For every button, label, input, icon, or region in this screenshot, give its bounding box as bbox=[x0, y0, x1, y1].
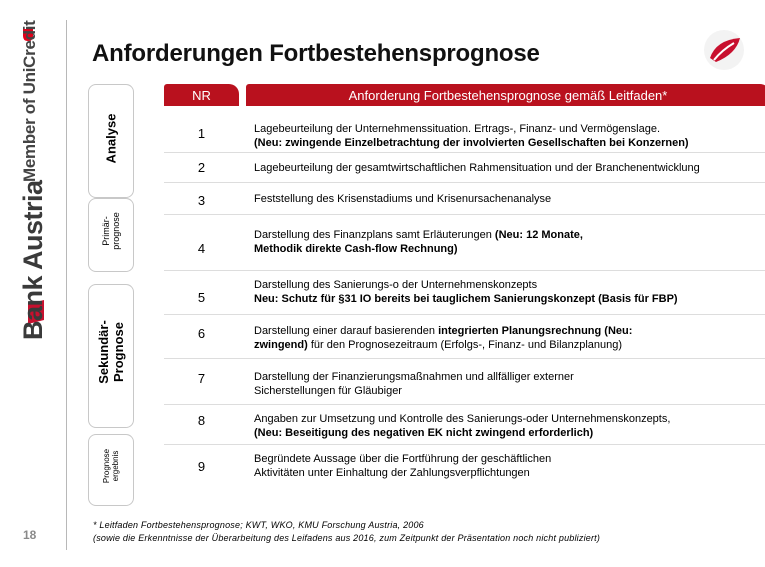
requirement-text: Darstellung der Finanzierungsmaßnahmen und allfälliger externer bbox=[254, 371, 574, 383]
bank-austria-brand-text: Bank Austria bbox=[18, 180, 48, 340]
row-number: 9 bbox=[197, 459, 206, 474]
category-analyse bbox=[88, 84, 134, 198]
requirement-highlight: zwingend) bbox=[254, 339, 308, 351]
requirement-highlight: (Neu: zwingende Einzelbetrachtung der involvierten Gesellschaften bei Konzernen) bbox=[254, 137, 689, 149]
requirement-highlight: Neu: Schutz für §31 IO bereits bei tauglichem Sanierungskonzept (Basis für FBP) bbox=[254, 293, 678, 305]
requirement-text: Angaben zur Umsetzung und Kontrolle des Sanierungs-oder Unternehmenskonzepts, bbox=[254, 413, 671, 425]
requirement-highlight: (Neu: Beseitigung des negativen EK nicht zwingend erforderlich) bbox=[254, 427, 594, 439]
row-requirement bbox=[254, 161, 765, 175]
row-requirement bbox=[254, 228, 765, 256]
row-number: 2 bbox=[197, 160, 206, 175]
row-requirement bbox=[254, 324, 765, 352]
footnote-note: (sowie die Erkenntnisse der Überarbeitung des Leifadens aus 2016, zum Zeitpunkt der Präsentation noch nicht publiziert) bbox=[93, 533, 601, 543]
category-prognoseergebnis bbox=[88, 434, 134, 506]
row-requirement bbox=[254, 278, 765, 306]
footnote bbox=[93, 519, 600, 545]
row-requirement bbox=[254, 122, 765, 150]
row-number: 4 bbox=[197, 241, 206, 256]
row-requirement bbox=[254, 370, 765, 398]
requirement-text: Darstellung des Finanzplans samt Erläuterungen bbox=[254, 229, 495, 241]
category-label: Analyse bbox=[103, 113, 119, 164]
requirement-highlight: Methodik direkte Cash-flow Rechnung) bbox=[254, 243, 458, 255]
brand-sidebar bbox=[0, 0, 70, 567]
row-divider bbox=[164, 314, 765, 315]
row-number: 7 bbox=[197, 371, 206, 386]
row-requirement bbox=[254, 452, 765, 480]
sidebar-divider bbox=[66, 20, 67, 550]
requirement-text: Aktivitäten unter Einhaltung der Zahlungsverpflichtungen bbox=[254, 467, 530, 479]
row-divider bbox=[164, 404, 765, 405]
row-number: 6 bbox=[197, 326, 206, 341]
requirement-text: Feststellung des Krisenstadiums und Krisenursachenanalyse bbox=[254, 193, 552, 205]
row-number: 5 bbox=[197, 290, 206, 305]
footnote-source: * Leitfaden Fortbestehensprognose; KWT, WKO, KMU Forschung Austria, 2006 bbox=[93, 520, 424, 530]
category-label: Primär- prognose bbox=[101, 212, 121, 250]
row-divider bbox=[164, 214, 765, 215]
row-divider bbox=[164, 182, 765, 183]
row-number: 8 bbox=[197, 413, 206, 428]
row-number: 1 bbox=[197, 126, 206, 141]
requirement-text: Darstellung des Sanierungs-o der Unternehmenskonzepts bbox=[254, 279, 538, 291]
category-sekundaerprognose bbox=[88, 284, 134, 428]
category-label: Sekundär- Prognose bbox=[96, 320, 126, 384]
requirement-highlight: (Neu: 12 Monate, bbox=[494, 229, 583, 241]
row-divider bbox=[164, 270, 765, 271]
requirement-text: Darstellung einer darauf basierenden bbox=[254, 325, 439, 337]
requirement-text: Sicherstellungen für Gläubiger bbox=[254, 385, 402, 397]
row-divider bbox=[164, 152, 765, 153]
requirement-highlight: integrierten Planungsrechnung (Neu: bbox=[438, 325, 633, 337]
row-number: 3 bbox=[197, 193, 206, 208]
row-divider bbox=[164, 444, 765, 445]
unicredit-brand-text: Member of UniCredit bbox=[20, 20, 39, 182]
category-label: Prognose ergebnis bbox=[102, 448, 120, 484]
requirement-text: Lagebeurteilung der gesamtwirtschaftlichen Rahmensituation und der Branchenentwicklung bbox=[254, 162, 700, 174]
requirement-text: für den Prognosezeitraum (Erfolgs-, Finanz- und Bilanzplanung) bbox=[307, 339, 623, 351]
requirement-text: Lagebeurteilung der Unternehmenssituation. Ertrags-, Finanz- und Vermögenslage. bbox=[254, 123, 661, 135]
page-title: Anforderungen Fortbestehensprognose bbox=[92, 40, 540, 67]
column-header-nr: NR bbox=[164, 84, 239, 106]
unicredit-leaf-logo-icon bbox=[702, 28, 746, 72]
column-header-requirement: Anforderung Fortbestehensprognose gemäß Leitfaden* bbox=[246, 84, 765, 106]
page-number: 18 bbox=[23, 528, 37, 542]
row-requirement bbox=[254, 412, 765, 440]
category-primaerprognose bbox=[88, 198, 134, 272]
row-divider bbox=[164, 358, 765, 359]
row-requirement bbox=[254, 192, 765, 206]
requirement-text: Begründete Aussage über die Fortführung der geschäftlichen bbox=[254, 453, 552, 465]
